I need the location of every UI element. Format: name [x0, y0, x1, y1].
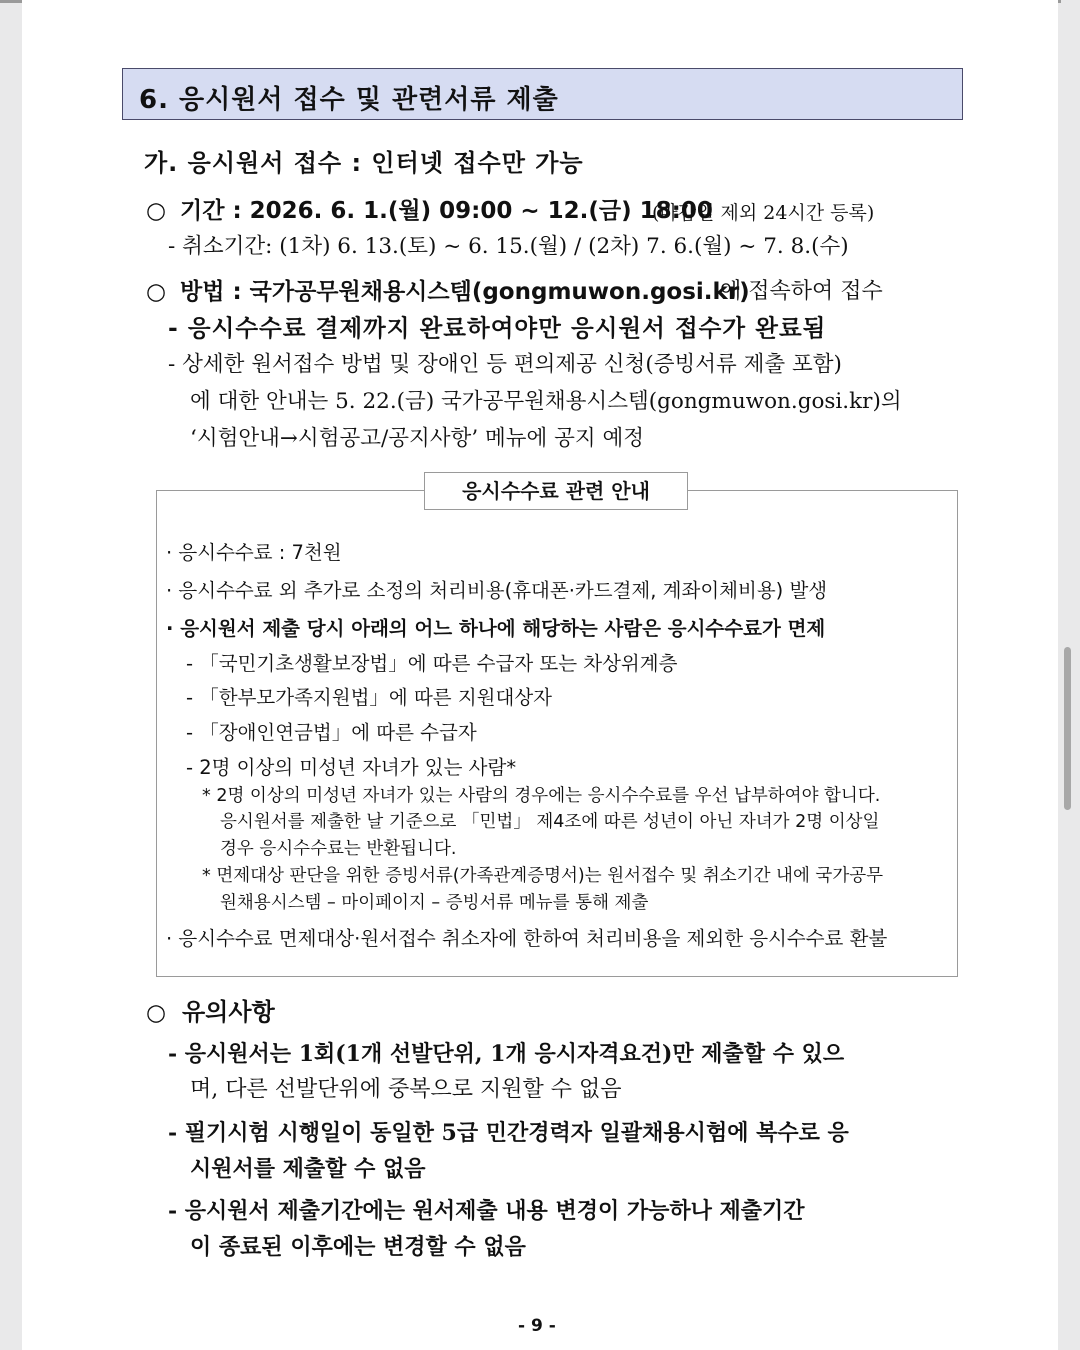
fee-line: - 「장애인연금법」에 따른 수급자 [186, 721, 477, 744]
fee-info-title: 응시수수료 관련 안내 [424, 472, 688, 510]
notes-line: - 필기시험 시행일이 동일한 5급 민간경력자 일괄채용시험에 복수로 응 [168, 1120, 849, 1146]
notes-bullet: ○ [146, 1000, 167, 1026]
method-bullet: ○ [146, 279, 167, 305]
notes-line: - 응시원서 제출기간에는 원서제출 내용 변경이 가능하나 제출기간 [168, 1198, 805, 1224]
notes-line: 시원서를 제출할 수 없음 [190, 1156, 426, 1182]
fee-footnote: * 2명 이상의 미성년 자녀가 있는 사람의 경우에는 응시수수료를 우선 납부하여야 합니다. [202, 786, 881, 806]
notes-heading: 유의사항 [182, 998, 275, 1026]
cancel-period: - 취소기간: (1차) 6. 13.(토) ~ 6. 15.(월) / (2차) 7. 6.(월) ~ 7. 8.(수) [168, 234, 849, 259]
method-item: - 응시수수료 결제까지 완료하여야만 응시원서 접수가 완료됨 [168, 314, 827, 342]
fee-line: - 2명 이상의 미성년 자녀가 있는 사람* [186, 756, 517, 779]
period-bullet: ○ [146, 198, 167, 224]
method-item: ‘시험안내→시험공고/공지사항’ 메뉴에 공지 예정 [190, 426, 645, 451]
fee-footnote: 경우 응시수수료는 반환됩니다. [220, 839, 457, 859]
fee-footnote: * 면제대상 판단을 위한 증빙서류(가족관계증명서)는 원서접수 및 취소기간 내에 국가공무 [202, 866, 884, 886]
method-suffix: 에 접속하여 접수 [720, 279, 883, 304]
fee-footnote: 원채용시스템 – 마이페이지 – 증빙서류 메뉴를 통해 제출 [220, 893, 649, 913]
subsection-heading: 가. 응시원서 접수 : 인터넷 접수만 가능 [144, 149, 584, 177]
fee-line: · 응시수수료 외 추가로 소정의 처리비용(휴대폰·카드결제, 계좌이체비용) 발생 [166, 579, 828, 602]
section-title-box [122, 68, 963, 120]
fee-line: · 응시수수료 면제대상·원서접수 취소자에 한하여 처리비용을 제외한 응시수수료 환불 [166, 927, 888, 950]
fee-line: · 응시수수료 : 7천원 [166, 541, 342, 564]
method-label: 방법 : 국가공무원채용시스템(gongmuwon.gosi.kr) [180, 279, 750, 305]
document-page [22, 0, 1058, 1350]
section-title: 6. 응시원서 접수 및 관련서류 제출 [139, 85, 559, 115]
period-label: 기간 : 2026. 6. 1.(월) 09:00 ~ 12.(금) 18:00 [180, 198, 713, 224]
fee-footnote: 응시원서를 제출한 날 기준으로 「민법」 제4조에 따른 성년이 아닌 자녀가 2명 이상일 [220, 812, 880, 832]
notes-line: - 응시원서는 1회(1개 선발단위, 1개 응시자격요건)만 제출할 수 있으 [168, 1041, 845, 1067]
method-item: 에 대한 안내는 5. 22.(금) 국가공무원채용시스템(gongmuwon.gosi.kr)의 [190, 389, 902, 414]
notes-line: 며, 다른 선발단위에 중복으로 지원할 수 없음 [190, 1077, 622, 1102]
page-number: - 9 - [518, 1316, 556, 1336]
period-note: (마감일 제외 24시간 등록) [652, 202, 875, 224]
notes-line: 이 종료된 이후에는 변경할 수 없음 [190, 1234, 526, 1260]
fee-line: - 「한부모가족지원법」에 따른 지원대상자 [186, 686, 553, 709]
method-item: - 상세한 원서접수 방법 및 장애인 등 편의제공 신청(증빙서류 제출 포함) [168, 352, 842, 377]
fee-line: · 응시원서 제출 당시 아래의 어느 하나에 해당하는 사람은 응시수수료가 면제 [166, 617, 826, 640]
fee-line: - 「국민기초생활보장법」에 따른 수급자 또는 차상위계층 [186, 652, 678, 675]
scrollbar-thumb[interactable] [1064, 647, 1071, 810]
